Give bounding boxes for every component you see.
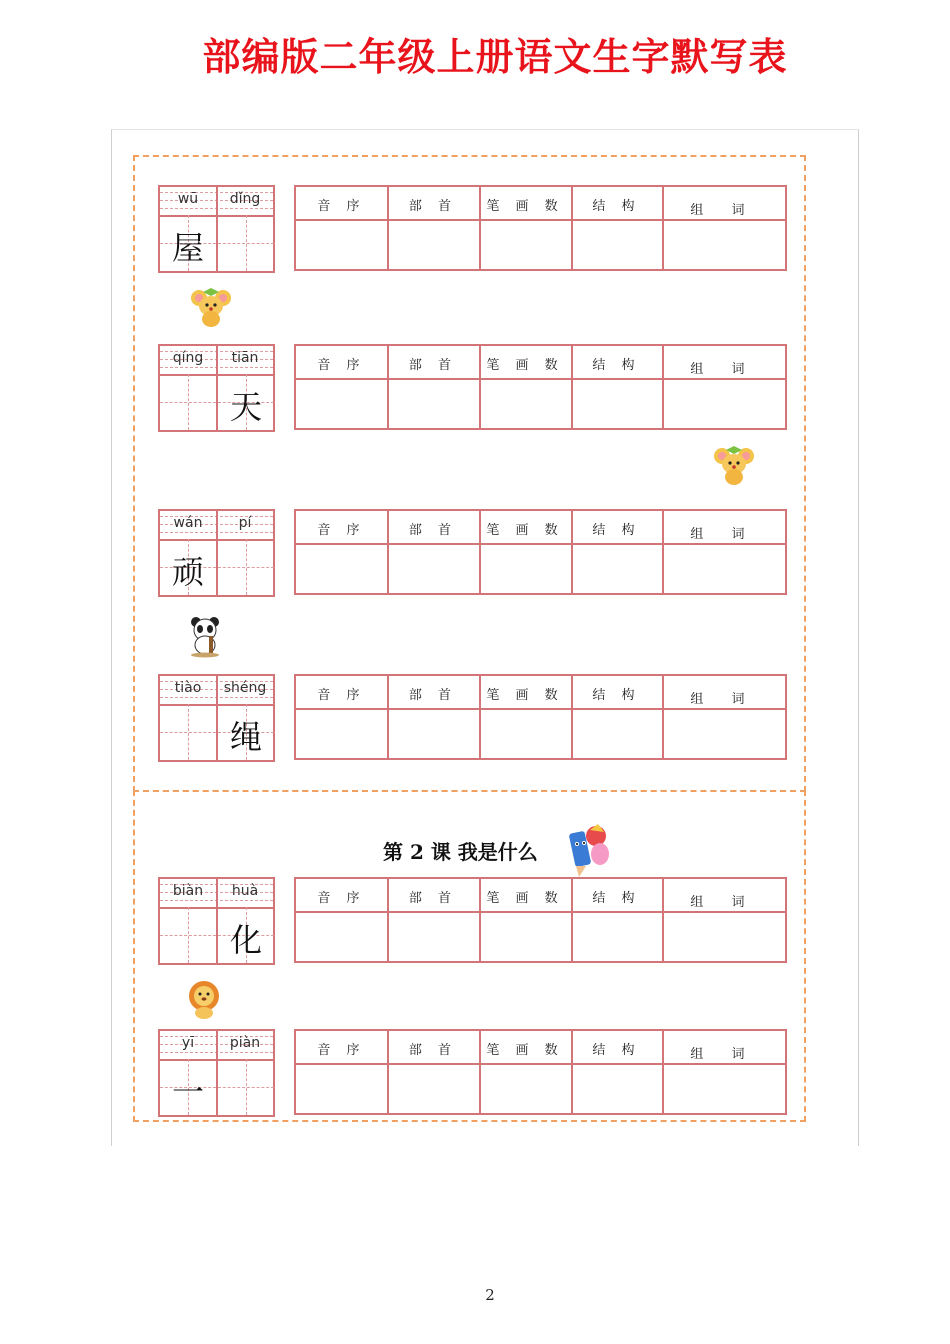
pinyin-left: wán: [173, 515, 203, 531]
bihuashu-answer-cell[interactable]: [479, 911, 571, 961]
char-cell-left[interactable]: [160, 215, 216, 271]
mouse-mascot-icon: [189, 286, 233, 332]
char-grid: [158, 344, 275, 432]
jiegou-answer-cell[interactable]: [571, 1063, 662, 1113]
yinxu-answer-cell[interactable]: [296, 708, 387, 758]
hanzi-character: 屋: [171, 229, 204, 267]
char-cell-right[interactable]: [218, 215, 274, 271]
info-table: [294, 509, 787, 595]
zuci-label: 组 词: [690, 1047, 757, 1062]
char-grid: [158, 1029, 275, 1117]
zuci-answer-cell[interactable]: [662, 1063, 785, 1113]
pinyin-left: yī: [181, 1035, 195, 1051]
jiegou-label: 结 构: [592, 1043, 641, 1058]
page-title: 部编版二年级上册语文生字默写表: [202, 35, 788, 79]
bushou-answer-cell[interactable]: [387, 219, 479, 269]
zuci-label: 组 词: [690, 203, 757, 218]
page-number: 2: [485, 1286, 495, 1304]
bihuashu-label: 笔 画 数: [486, 358, 564, 373]
hanzi-character: 顽: [171, 553, 204, 591]
bushou-label: 部 首: [408, 891, 458, 906]
yinxu-answer-cell[interactable]: [296, 219, 387, 269]
zuci-answer-cell[interactable]: [662, 219, 785, 269]
yinxu-answer-cell[interactable]: [296, 1063, 387, 1113]
char-cell-right[interactable]: [218, 539, 274, 595]
bihuashu-label: 笔 画 数: [486, 1043, 564, 1058]
char-cell-right[interactable]: [218, 374, 274, 430]
zuci-answer-cell[interactable]: [662, 378, 785, 428]
bushou-answer-cell[interactable]: [387, 543, 479, 593]
zuci-answer-cell[interactable]: [662, 543, 785, 593]
char-cell-left[interactable]: [160, 704, 216, 760]
lesson-title: 第 2 课 我是什么: [383, 840, 538, 864]
jiegou-label: 结 构: [592, 358, 641, 373]
info-table: [294, 344, 787, 430]
bushou-answer-cell[interactable]: [387, 911, 479, 961]
jiegou-answer-cell[interactable]: [571, 378, 662, 428]
bushou-label: 部 首: [408, 688, 458, 703]
lion-mascot-icon: [185, 980, 223, 1024]
yinxu-label: 音 序: [317, 688, 366, 703]
bushou-label: 部 首: [408, 199, 458, 214]
yinxu-answer-cell[interactable]: [296, 911, 387, 961]
bushou-answer-cell[interactable]: [387, 1063, 479, 1113]
bihuashu-answer-cell[interactable]: [479, 708, 571, 758]
bihuashu-answer-cell[interactable]: [479, 378, 571, 428]
char-cell-left[interactable]: [160, 1059, 216, 1115]
zuci-answer-cell[interactable]: [662, 708, 785, 758]
info-table: [294, 1029, 787, 1115]
pinyin-left: qíng: [172, 350, 204, 366]
pinyin-left: biàn: [172, 883, 204, 899]
bihuashu-answer-cell[interactable]: [479, 543, 571, 593]
yinxu-label: 音 序: [317, 199, 366, 214]
pinyin-right: shéng: [223, 680, 267, 696]
bushou-label: 部 首: [408, 523, 458, 538]
info-table: [294, 185, 787, 271]
jiegou-label: 结 构: [592, 891, 641, 906]
char-grid: [158, 877, 275, 965]
char-cell-left[interactable]: [160, 374, 216, 430]
jiegou-label: 结 构: [592, 688, 641, 703]
zuci-label: 组 词: [690, 362, 757, 377]
bihuashu-answer-cell[interactable]: [479, 1063, 571, 1113]
jiegou-answer-cell[interactable]: [571, 543, 662, 593]
pinyin-left: tiào: [174, 680, 202, 696]
char-cell-left[interactable]: [160, 907, 216, 963]
yinxu-label: 音 序: [317, 523, 366, 538]
jiegou-label: 结 构: [592, 199, 641, 214]
mouse-mascot-icon: [712, 444, 756, 490]
pinyin-right: dǐng: [229, 191, 261, 207]
info-table: [294, 674, 787, 760]
char-grid: [158, 674, 275, 762]
bihuashu-label: 笔 画 数: [486, 199, 564, 214]
pinyin-right: piàn: [229, 1035, 261, 1051]
char-cell-right[interactable]: [218, 1059, 274, 1115]
jiegou-answer-cell[interactable]: [571, 219, 662, 269]
jiegou-answer-cell[interactable]: [571, 708, 662, 758]
bihuashu-label: 笔 画 数: [486, 688, 564, 703]
pinyin-right: huà: [231, 883, 259, 899]
hanzi-character: 一: [171, 1073, 204, 1111]
bushou-answer-cell[interactable]: [387, 378, 479, 428]
hanzi-character: 化: [229, 921, 262, 959]
panda-mascot-icon: [187, 614, 223, 662]
char-cell-left[interactable]: [160, 539, 216, 595]
bihuashu-label: 笔 画 数: [486, 523, 564, 538]
pinyin-left: wū: [177, 191, 199, 207]
yinxu-answer-cell[interactable]: [296, 378, 387, 428]
pinyin-right: pí: [238, 515, 252, 531]
jiegou-label: 结 构: [592, 523, 641, 538]
jiegou-answer-cell[interactable]: [571, 911, 662, 961]
char-grid: [158, 509, 275, 597]
hanzi-character: 绳: [229, 718, 262, 756]
yinxu-label: 音 序: [317, 358, 366, 373]
char-grid: [158, 185, 275, 273]
yinxu-answer-cell[interactable]: [296, 543, 387, 593]
char-cell-right[interactable]: [218, 704, 274, 760]
yinxu-label: 音 序: [317, 891, 366, 906]
pinyin-right: tiān: [231, 350, 259, 366]
hanzi-character: 天: [229, 388, 262, 426]
char-cell-right[interactable]: [218, 907, 274, 963]
pencil-mascot-icon: [560, 822, 612, 882]
bushou-label: 部 首: [408, 358, 458, 373]
zuci-label: 组 词: [690, 527, 757, 542]
bihuashu-label: 笔 画 数: [486, 891, 564, 906]
info-table: [294, 877, 787, 963]
bihuashu-answer-cell[interactable]: [479, 219, 571, 269]
zuci-answer-cell[interactable]: [662, 911, 785, 961]
zuci-label: 组 词: [690, 895, 757, 910]
zuci-label: 组 词: [690, 692, 757, 707]
bushou-label: 部 首: [408, 1043, 458, 1058]
bushou-answer-cell[interactable]: [387, 708, 479, 758]
yinxu-label: 音 序: [317, 1043, 366, 1058]
